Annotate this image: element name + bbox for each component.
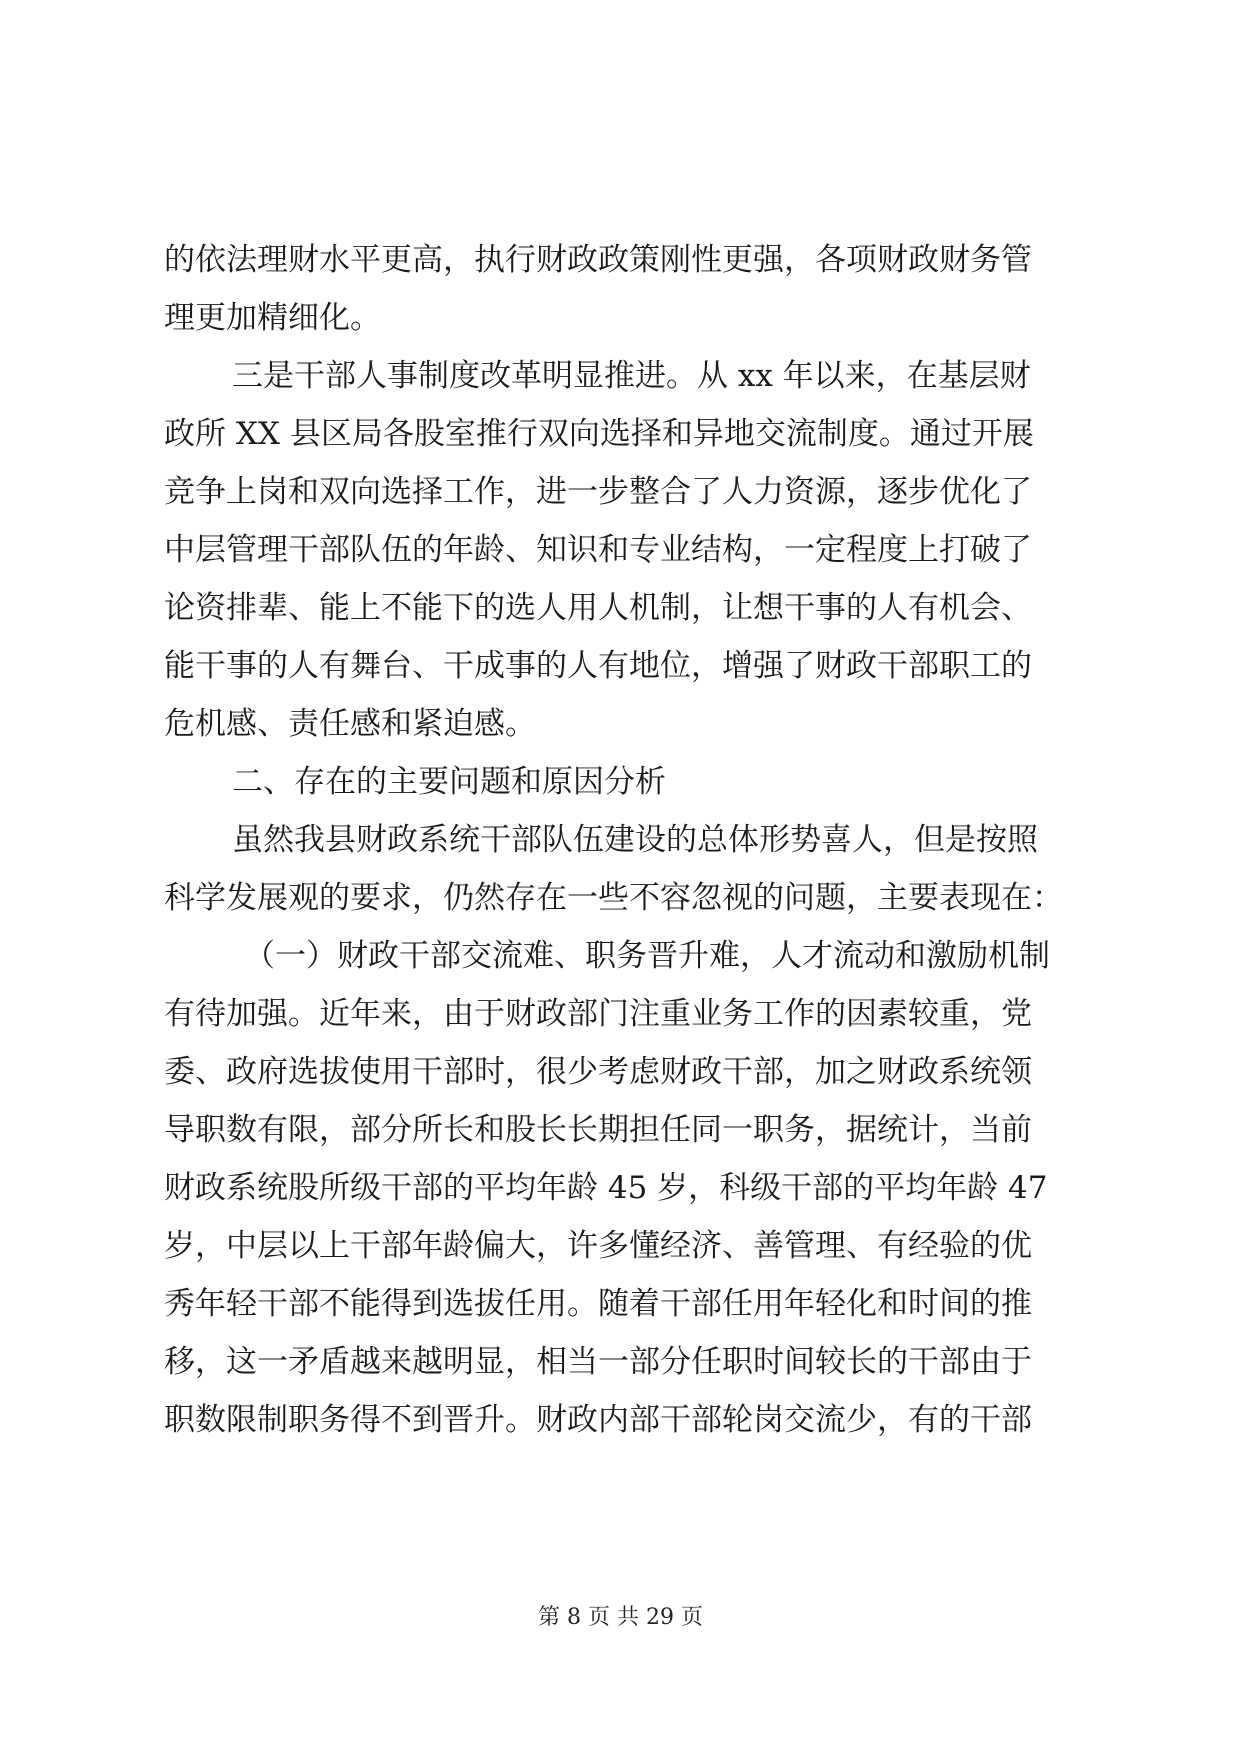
text-line: 理更加精细化。 xyxy=(164,300,381,336)
document-body xyxy=(164,231,1084,1449)
text-line: 危机感、责任感和紧迫感。 xyxy=(164,706,536,742)
text-line: 政所 XX 县区局各股室推行双向选择和异地交流制度。通过开展 xyxy=(164,416,1034,452)
text-line: 移，这一矛盾越来越明显，相当一部分任职时间较长的干部由于 xyxy=(164,1344,1032,1380)
text-line: 能干事的人有舞台、干成事的人有地位，增强了财政干部职工的 xyxy=(164,648,1032,684)
paragraph-start-line: 三是干部人事制度改革明显推进。从 xx 年以来，在基层财 xyxy=(232,358,1031,394)
text-line: 导职数有限，部分所长和股长长期担任同一职务，据统计，当前 xyxy=(164,1112,1032,1148)
text-line: 竞争上岗和双向选择工作，进一步整合了人力资源，逐步优化了 xyxy=(164,474,1032,510)
paragraph-start-line: 虽然我县财政系统干部队伍建设的总体形势喜人，但是按照 xyxy=(232,822,1038,858)
page-number-footer: 第 8 页 共 29 页 xyxy=(538,1605,703,1630)
text-line: 论资排辈、能上不能下的选人用人机制，让想干事的人有机会、 xyxy=(164,590,1032,626)
text-line: 的依法理财水平更高，执行财政政策刚性更强，各项财政财务管 xyxy=(164,242,1032,278)
text-line: 中层管理干部队伍的年龄、知识和专业结构，一定程度上打破了 xyxy=(164,532,1032,568)
subsection-start-line: （一）财政干部交流难、职务晋升难，人才流动和激励机制 xyxy=(244,938,1050,974)
text-line: 委、政府选拔使用干部时，很少考虑财政干部，加之财政系统领 xyxy=(164,1054,1032,1090)
text-line: 职数限制职务得不到晋升。财政内部干部轮岗交流少，有的干部 xyxy=(164,1402,1032,1438)
text-line: 科学发展观的要求，仍然存在一些不容忽视的问题，主要表现在： xyxy=(164,880,1063,916)
text-line: 有待加强。近年来，由于财政部门注重业务工作的因素较重，党 xyxy=(164,996,1032,1032)
text-line: 秀年轻干部不能得到选拔任用。随着干部任用年轻化和时间的推 xyxy=(164,1286,1032,1322)
text-line: 岁，中层以上干部年龄偏大，许多懂经济、善管理、有经验的优 xyxy=(164,1228,1032,1264)
text-line: 财政系统股所级干部的平均年龄 45 岁，科级干部的平均年龄 47 xyxy=(164,1170,1048,1206)
section-heading: 二、存在的主要问题和原因分析 xyxy=(232,764,666,800)
